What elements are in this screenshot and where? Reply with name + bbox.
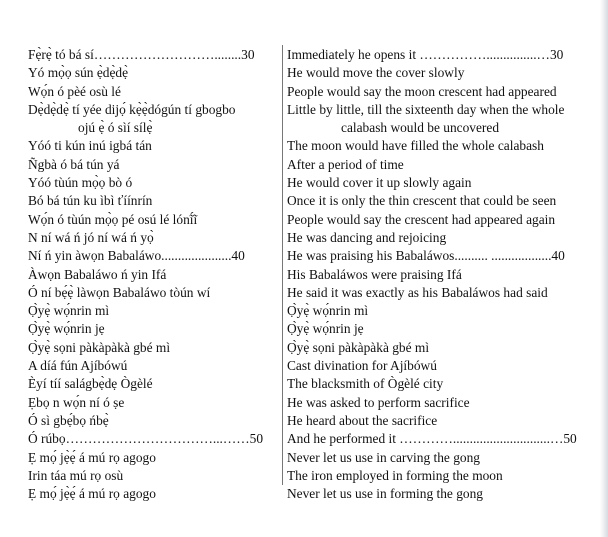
verse-line: A díá fún Ajíbówú (28, 358, 128, 374)
translation-line: He would move the cover slowly (287, 65, 465, 81)
verse-line-part: Dẹ̀dẹ̀dẹ̀ tí yée dijọ́ kẹ̀ẹ̀dógún tí gbogbo (28, 101, 236, 117)
translation-line: And he performed it ………….............................…50 (287, 431, 577, 447)
verse-line-continuation: ojú ẹ̀ ó sìí sílẹ̀ (78, 120, 153, 136)
verse-line: Ẹ mọ́ jẹ̀ẹ́ á mú rọ agogo (28, 449, 156, 465)
translation-line: He would cover it up slowly again (287, 175, 472, 191)
translation-line: Never let us use in forming the gong (287, 486, 483, 502)
verse-line: Ó rúbọ……………………………...……50 (28, 431, 264, 447)
verse-line: Ó ní bẹ́ẹ̀ làwọn Babaláwo tòún wí (28, 284, 211, 300)
translation-line: He was praising his Babaláwos.......... ..................40 (287, 248, 565, 264)
translation-line-continuation: calabash would be uncovered (341, 120, 500, 136)
translation-line: The iron employed in forming the moon (287, 467, 503, 483)
translation-line: The blacksmith of Ògèlé city (287, 376, 444, 392)
verse-line: Àwọn Babaláwo ń yin Ifá (28, 266, 167, 282)
verse-line: Ọ̀yẹ̀ sọni pàkàpàkà gbé mì (28, 339, 171, 355)
verse-line: Yó mọ̀ọ sún ẹ̀dẹ̀dẹ̀ (28, 65, 129, 81)
verse-line: Wọ́n ó pèé osù lé (28, 83, 121, 99)
translation-line: He was dancing and rejoicing (287, 229, 447, 245)
translation-line: People would say the moon crescent had appeared (287, 83, 557, 99)
verse-line: Ẹbọ n wọ́n ní ó ṣe (28, 394, 125, 410)
verse-line: Ọ̀yẹ̀ wọ́nrin mì (28, 303, 110, 319)
translation-line: He was asked to perform sacrifice (287, 394, 470, 410)
translation-line: He heard about the sacrifice (287, 412, 438, 428)
translation-line: Never let us use in carving the gong (287, 449, 480, 465)
english-translation-column (287, 46, 601, 503)
translation-line: Ọ̀yẹ̀ wọ́nrin jẹ (287, 321, 364, 337)
verse-line-wrapped (28, 101, 276, 138)
column-divider (282, 45, 283, 485)
verse-line: Ní ń yin àwọn Babaláwo.....................40 (28, 248, 245, 264)
verse-line: Irin táa mú rọ osù (28, 467, 124, 483)
verse-line: Ñgbà ó bá tún yá (28, 156, 120, 172)
translation-line: After a period of time (287, 156, 404, 172)
page-edge-shadow (600, 0, 608, 537)
translation-line: He said it was exactly as his Babaláwos had said (287, 284, 548, 300)
verse-line: Fẹ̀rẹ̀ tó bá sí………………………........30 (28, 47, 255, 62)
translation-line: His Babaláwos were praising Ifá (287, 266, 462, 282)
verse-line: N ní wá ń jó ní wá ń yọ̀ (28, 229, 154, 245)
verse-line: Ẹ mọ́ jẹ̀ẹ́ á mú rọ agogo (28, 486, 156, 502)
verse-line: Wọ́n ó tùún mọ̀ọ pé osú lé lónĩ́ĩ (28, 211, 198, 227)
translation-line-wrapped (287, 101, 601, 138)
verse-line: Bó bá tún ku ìbì ťíínrín (28, 193, 153, 209)
verse-line: Yóó ti kún inú igbá tán (28, 138, 152, 154)
translation-line-part: Little by little, till the sixteenth day when the whole (287, 101, 565, 117)
translation-line: Ọ̀yẹ̀ sọni pàkàpàkà gbé mì (287, 339, 430, 355)
yoruba-verse-column (28, 46, 276, 503)
verse-line: Ó sì gbẹ́bọ ńbẹ̀ (28, 412, 109, 428)
verse-line: Ọ̀yẹ̀ wọ́nrin jẹ (28, 321, 105, 337)
verse-line: Yóó tùún mọ̀ọ bò ó (28, 175, 133, 191)
translation-line: Cast divination for Ajíbówú (287, 358, 437, 374)
translation-line: Immediately he opens it ……………...............…30 (287, 47, 564, 62)
translation-line: Once it is only the thin crescent that could be seen (287, 193, 557, 209)
translation-line: Ọ̀yẹ̀ wọ́nrin mì (287, 303, 369, 319)
verse-line: Èyí tíí salágbẹ̀dẹ Ògèlé (28, 376, 153, 392)
translation-line: The moon would have filled the whole calabash (287, 138, 544, 154)
translation-line: People would say the crescent had appeared again (287, 211, 556, 227)
